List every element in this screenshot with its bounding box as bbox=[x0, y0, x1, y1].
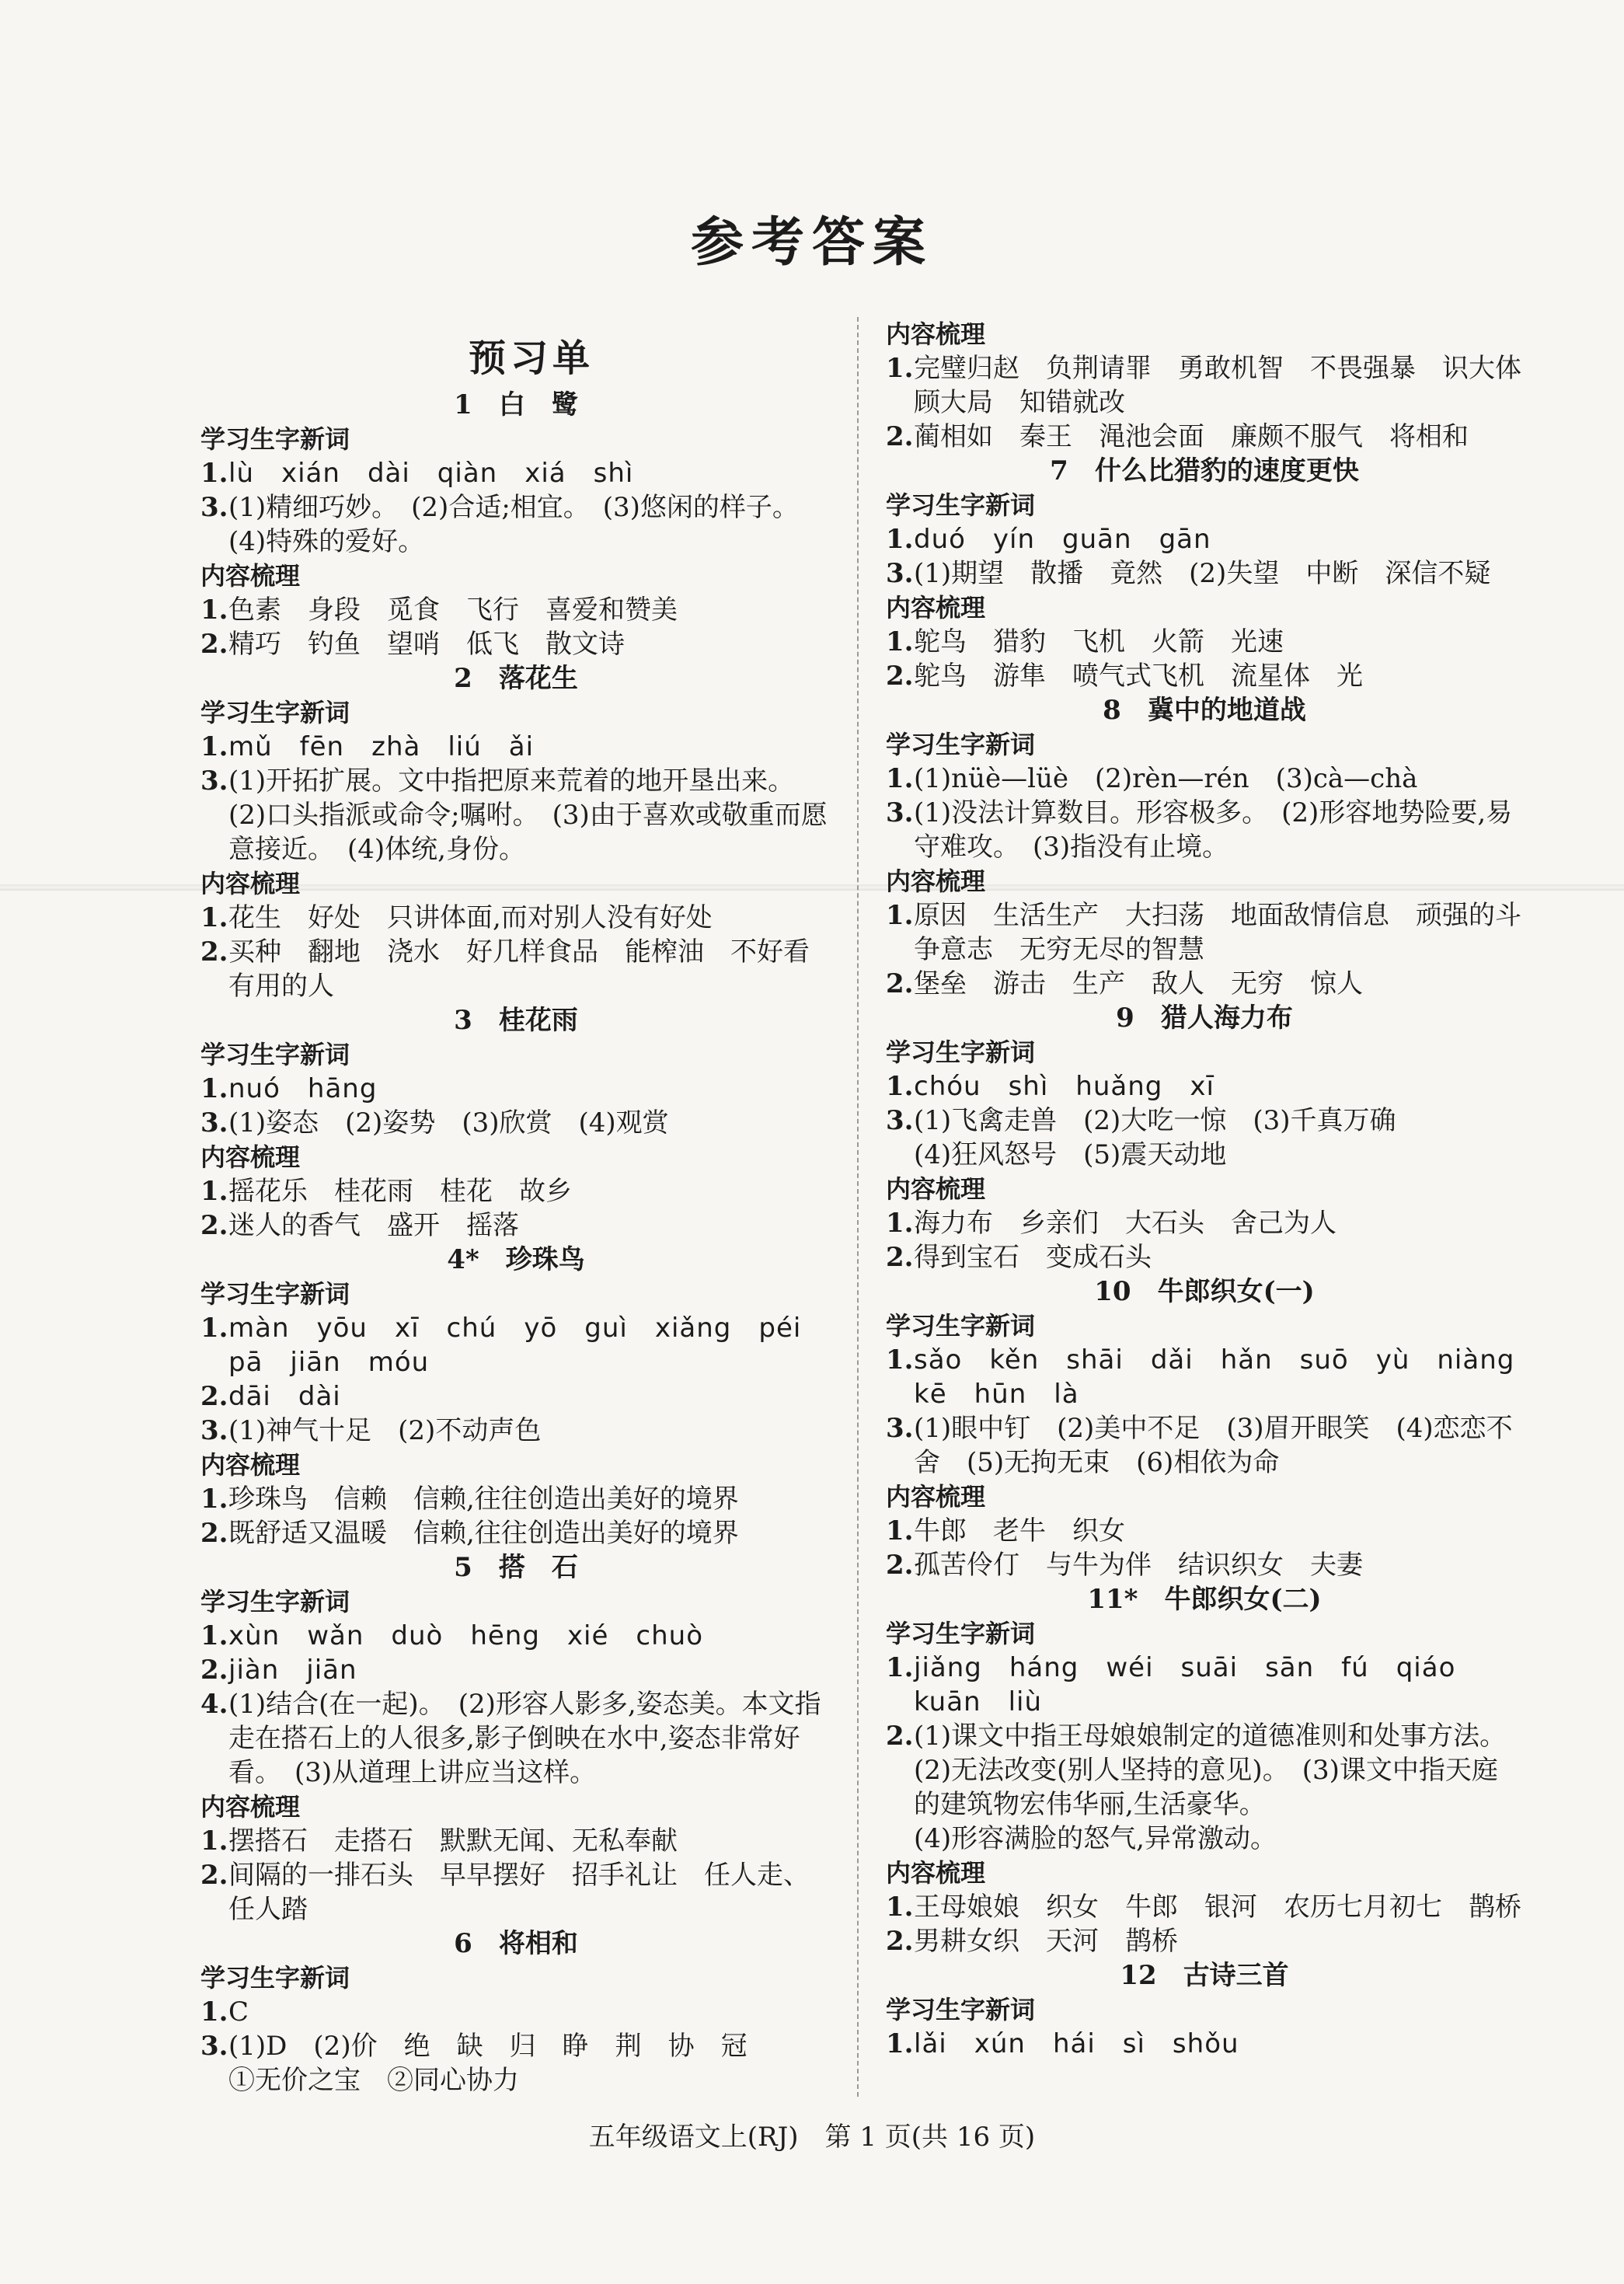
item-text: 买种 翻地 浇水 好几样食品 能榨油 不好看 有用的人 bbox=[228, 936, 836, 1002]
item-number: 1. bbox=[886, 1515, 914, 1546]
item-number: 1. bbox=[200, 1825, 228, 1857]
item-number: 3. bbox=[886, 1105, 914, 1136]
item-number: 1. bbox=[886, 524, 914, 555]
lesson-title: 8 冀中的地道战 bbox=[1103, 695, 1306, 726]
item-number: 2. bbox=[886, 1721, 914, 1752]
answer-item bbox=[200, 1653, 831, 1687]
item-number: 1. bbox=[200, 1620, 228, 1651]
item-number: 3. bbox=[886, 1413, 914, 1444]
subsection-heading: 内容梳理 bbox=[886, 1858, 986, 1888]
item-text: 原因 生活生产 大扫荡 地面敌情信息 顽强的斗争意志 无穷无尽的智慧 bbox=[914, 900, 1521, 965]
answer-item bbox=[886, 1890, 1523, 1924]
answer-item bbox=[886, 659, 1523, 693]
item-number: 3. bbox=[200, 492, 228, 523]
answer-item bbox=[200, 593, 831, 627]
answer-item bbox=[200, 627, 831, 661]
item-text: 摆搭石 走搭石 默默无闻、无私奉献 bbox=[228, 1825, 678, 1857]
answer-item bbox=[200, 1824, 831, 1858]
item-text: 摇花乐 桂花雨 桂花 故乡 bbox=[228, 1176, 572, 1207]
item-text: 海力布 乡亲们 大石头 舍己为人 bbox=[914, 1208, 1336, 1239]
item-number: 3. bbox=[886, 797, 914, 828]
subsection-heading: 内容梳理 bbox=[886, 1482, 986, 1512]
section-title: 预习单 bbox=[468, 336, 594, 380]
answer-item bbox=[200, 1619, 831, 1653]
answer-item bbox=[200, 1482, 831, 1516]
item-text: (1)D (2)价 绝 缺 归 睁 荆 协 冠 ①无价之宝 ②同心协力 bbox=[228, 2031, 748, 2096]
item-text: (1)姿态 (2)姿势 (3)欣赏 (4)观赏 bbox=[228, 1107, 669, 1139]
item-text: 珍珠鸟 信赖 信赖,往往创造出美好的境界 bbox=[228, 1484, 739, 1515]
item-number: 1. bbox=[886, 900, 914, 931]
item-number: 2. bbox=[200, 1518, 228, 1549]
answer-item bbox=[200, 901, 831, 935]
item-number: 2. bbox=[200, 629, 228, 660]
subsection-heading: 学习生字新词 bbox=[886, 1995, 1036, 2024]
answer-item bbox=[200, 1311, 831, 1379]
item-number: 1. bbox=[200, 458, 228, 489]
subsection-heading: 学习生字新词 bbox=[200, 1587, 350, 1616]
item-text: mǔ fēn zhà liú ǎi bbox=[228, 731, 535, 762]
answer-item bbox=[886, 967, 1523, 1001]
answer-item bbox=[886, 1719, 1523, 1856]
answer-item bbox=[886, 1924, 1523, 1958]
lesson-title: 5 搭 石 bbox=[454, 1552, 578, 1583]
item-number: 1. bbox=[886, 2028, 914, 2059]
item-text: 精巧 钓鱼 望哨 低飞 散文诗 bbox=[228, 629, 625, 660]
subsection-heading: 内容梳理 bbox=[886, 593, 986, 622]
item-text: 鸵鸟 游隼 喷气式飞机 流星体 光 bbox=[914, 661, 1363, 692]
lesson-title: 6 将相和 bbox=[454, 1928, 578, 1959]
answer-item bbox=[200, 1174, 831, 1208]
item-number: 2. bbox=[886, 1550, 914, 1581]
answer-item bbox=[200, 1072, 831, 1106]
subsection-heading: 内容梳理 bbox=[200, 1792, 301, 1822]
item-text: xùn wǎn duò hēng xié chuò bbox=[228, 1620, 704, 1651]
answer-item bbox=[200, 764, 831, 867]
item-number: 1. bbox=[886, 1208, 914, 1239]
item-text: chóu shì huǎng xī bbox=[914, 1071, 1215, 1102]
item-text: lǎi xún hái sì shǒu bbox=[914, 2028, 1239, 2059]
lesson-title: 7 什么比猎豹的速度更快 bbox=[1050, 455, 1359, 486]
answer-item bbox=[886, 762, 1523, 796]
answer-item bbox=[200, 2029, 831, 2097]
item-number: 2. bbox=[886, 661, 914, 692]
answer-item bbox=[886, 1411, 1523, 1480]
item-text: (1)精细巧妙。 (2)合适;相宜。 (3)悠闲的样子。 (4)特殊的爱好。 bbox=[228, 492, 812, 557]
lesson-title: 9 猎人海力布 bbox=[1116, 1003, 1293, 1034]
lesson-title: 1 白 鹭 bbox=[454, 389, 578, 420]
item-number: 2. bbox=[200, 1381, 228, 1412]
item-number: 1. bbox=[200, 595, 228, 626]
subsection-heading: 学习生字新词 bbox=[200, 1279, 350, 1309]
item-number: 1. bbox=[886, 626, 914, 657]
item-text: (1)nüè—lüè (2)rèn—rén (3)cà—chà bbox=[914, 763, 1418, 794]
item-text: 男耕女织 天河 鹊桥 bbox=[914, 1926, 1178, 1957]
left-column bbox=[200, 317, 836, 2113]
subsection-heading: 学习生字新词 bbox=[886, 1311, 1036, 1341]
item-number: 2. bbox=[200, 1655, 228, 1686]
subsection-heading: 内容梳理 bbox=[886, 867, 986, 896]
column-divider bbox=[857, 317, 859, 2097]
answer-item bbox=[886, 1548, 1523, 1582]
lesson-title: 4* 珍珠鸟 bbox=[447, 1244, 585, 1275]
subsection-heading: 学习生字新词 bbox=[886, 730, 1036, 759]
subsection-heading: 内容梳理 bbox=[200, 1142, 301, 1172]
right-column bbox=[886, 317, 1548, 2113]
page-title: 参考答案 bbox=[690, 211, 933, 274]
item-text: jiàn jiān bbox=[228, 1655, 357, 1686]
item-number: 2. bbox=[200, 1210, 228, 1241]
item-number: 1. bbox=[200, 1176, 228, 1207]
answer-item bbox=[200, 1106, 831, 1140]
answer-item bbox=[200, 1414, 831, 1448]
answer-item bbox=[886, 351, 1548, 420]
lesson-title: 10 牛郎织女(一) bbox=[1094, 1276, 1315, 1307]
subsection-heading: 内容梳理 bbox=[886, 319, 986, 349]
item-number: 1. bbox=[886, 763, 914, 794]
item-number: 1. bbox=[200, 1073, 228, 1104]
item-number: 3. bbox=[200, 1107, 228, 1139]
answer-item bbox=[886, 625, 1523, 659]
answer-item bbox=[200, 730, 831, 764]
subsection-heading: 学习生字新词 bbox=[200, 424, 350, 454]
item-number: 1. bbox=[200, 1484, 228, 1515]
subsection-heading: 学习生字新词 bbox=[200, 698, 350, 727]
item-text: 色素 身段 觅食 飞行 喜爱和赞美 bbox=[228, 595, 678, 626]
item-text: duó yín guān gān bbox=[914, 524, 1211, 555]
answer-item bbox=[200, 935, 836, 1003]
item-text: 堡垒 游击 生产 敌人 无穷 惊人 bbox=[914, 968, 1363, 999]
item-text: 既舒适又温暖 信赖,往往创造出美好的境界 bbox=[228, 1518, 739, 1549]
item-number: 2. bbox=[886, 968, 914, 999]
item-number: 1. bbox=[200, 731, 228, 762]
answer-item bbox=[886, 1651, 1523, 1719]
item-text: nuó hāng bbox=[228, 1073, 378, 1104]
item-number: 1. bbox=[200, 1996, 228, 2028]
answer-item bbox=[886, 796, 1523, 864]
answer-item bbox=[200, 1208, 831, 1243]
item-number: 3. bbox=[200, 2031, 228, 2062]
item-number: 4. bbox=[200, 1689, 228, 1720]
item-number: 1. bbox=[886, 353, 914, 384]
answer-item bbox=[886, 522, 1523, 556]
item-number: 1. bbox=[200, 1313, 228, 1344]
item-text: 牛郎 老牛 织女 bbox=[914, 1515, 1125, 1546]
subsection-heading: 学习生字新词 bbox=[200, 1040, 350, 1069]
subsection-heading: 学习生字新词 bbox=[886, 1619, 1036, 1648]
item-text: sǎo kěn shāi dǎi hǎn suō yù niàng kē hūn là bbox=[914, 1344, 1542, 1410]
item-text: màn yōu xī chú yō guì xiǎng péi pā jiān móu bbox=[228, 1313, 829, 1378]
item-number: 1. bbox=[886, 1071, 914, 1102]
answer-item bbox=[886, 556, 1523, 591]
item-text: 间隔的一排石头 早早摆好 招手礼让 任人走、任人踏 bbox=[228, 1860, 810, 1925]
item-text: (1)没法计算数目。形容极多。 (2)形容地势险要,易守难攻。 (3)指没有止境。 bbox=[914, 797, 1513, 863]
lesson-title: 11* 牛郎织女(二) bbox=[1087, 1584, 1322, 1615]
answer-item bbox=[886, 1069, 1523, 1104]
answer-item bbox=[200, 1687, 831, 1790]
item-number: 2. bbox=[886, 421, 914, 452]
item-number: 2. bbox=[886, 1926, 914, 1957]
item-number: 1. bbox=[886, 1344, 914, 1376]
item-text: (1)眼中钉 (2)美中不足 (3)眉开眼笑 (4)恋恋不舍 (5)无拘无束 (6)相依为命 bbox=[914, 1413, 1513, 1478]
item-text: (1)期望 散播 竟然 (2)失望 中断 深信不疑 bbox=[914, 558, 1491, 589]
item-text: 王母娘娘 织女 牛郎 银河 农历七月初七 鹊桥 bbox=[914, 1892, 1521, 1923]
item-text: jiǎng háng wéi suāi sān fú qiáo kuān liù bbox=[914, 1652, 1483, 1717]
item-text: (1)神气十足 (2)不动声色 bbox=[228, 1415, 542, 1446]
answer-item bbox=[886, 898, 1523, 967]
item-text: 孤苦伶仃 与牛为伴 结识织女 夫妻 bbox=[914, 1550, 1363, 1581]
item-text: lù xián dài qiàn xiá shì bbox=[228, 458, 634, 489]
subsection-heading: 内容梳理 bbox=[886, 1174, 986, 1204]
lesson-title: 3 桂花雨 bbox=[454, 1005, 578, 1036]
subsection-heading: 内容梳理 bbox=[200, 561, 301, 591]
answer-item bbox=[200, 456, 831, 490]
item-text: 花生 好处 只讲体面,而对别人没有好处 bbox=[228, 902, 713, 933]
answer-item bbox=[200, 490, 831, 559]
item-text: 鸵鸟 猎豹 飞机 火箭 光速 bbox=[914, 626, 1284, 657]
lesson-title: 12 古诗三首 bbox=[1120, 1960, 1289, 1991]
answer-item bbox=[886, 1206, 1523, 1240]
item-text: (1)结合(在一起)。 (2)形容人影多,姿态美。本文指走在搭石上的人很多,影子倒映在水中,姿态非常好看。 (3)从道理上讲应当这样。 bbox=[228, 1689, 821, 1788]
subsection-heading: 内容梳理 bbox=[200, 1450, 301, 1480]
item-number: 1. bbox=[886, 1652, 914, 1683]
subsection-heading: 学习生字新词 bbox=[886, 1037, 1036, 1067]
item-number: 3. bbox=[200, 765, 228, 797]
item-text: (1)课文中指王母娘娘制定的道德准则和处事方法。 (2)无法改变(别人坚持的意见)。 (3)课文中指天庭的建筑物宏伟华丽,生活豪华。 (4)形容满脸的怒气,异常激动。 bbox=[914, 1721, 1498, 1854]
answer-item bbox=[886, 1343, 1542, 1411]
subsection-heading: 学习生字新词 bbox=[886, 490, 1036, 520]
item-number: 3. bbox=[200, 1415, 228, 1446]
subsection-heading: 内容梳理 bbox=[200, 869, 301, 898]
answer-item bbox=[200, 1379, 831, 1414]
item-number: 2. bbox=[200, 1860, 228, 1891]
item-number: 2. bbox=[200, 936, 228, 968]
answer-item bbox=[886, 1240, 1523, 1275]
item-text: 迷人的香气 盛开 摇落 bbox=[228, 1210, 519, 1241]
item-number: 1. bbox=[886, 1892, 914, 1923]
answer-item bbox=[886, 420, 1523, 454]
item-text: 完璧归赵 负荆请罪 勇敢机智 不畏强暴 识大体 顾大局 知错就改 bbox=[914, 353, 1548, 418]
answer-item bbox=[200, 1516, 831, 1550]
item-text: 得到宝石 变成石头 bbox=[914, 1242, 1152, 1273]
answer-item bbox=[200, 1995, 831, 2029]
lesson-title: 2 落花生 bbox=[454, 663, 578, 694]
answer-item bbox=[200, 1858, 831, 1927]
item-number: 2. bbox=[886, 1242, 914, 1273]
item-text: C bbox=[228, 1996, 249, 2028]
item-number: 3. bbox=[886, 558, 914, 589]
item-text: dāi dài bbox=[228, 1381, 341, 1412]
item-text: (1)开拓扩展。文中指把原来荒着的地开垦出来。(2)口头指派或命令;嘱咐。 (3)由于喜欢或敬重而愿意接近。 (4)体统,身份。 bbox=[228, 765, 828, 865]
item-number: 1. bbox=[200, 902, 228, 933]
item-text: (1)飞禽走兽 (2)大吃一惊 (3)千真万确 (4)狂风怒号 (5)震天动地 bbox=[914, 1105, 1396, 1170]
answer-item bbox=[886, 2027, 1523, 2061]
answer-item bbox=[886, 1514, 1523, 1548]
page-footer: 五年级语文上(RJ) 第 1 页(共 16 页) bbox=[588, 2122, 1036, 2153]
subsection-heading: 学习生字新词 bbox=[200, 1963, 350, 1993]
answer-item bbox=[886, 1104, 1523, 1172]
item-text: 蔺相如 秦王 渑池会面 廉颇不服气 将相和 bbox=[914, 421, 1469, 452]
